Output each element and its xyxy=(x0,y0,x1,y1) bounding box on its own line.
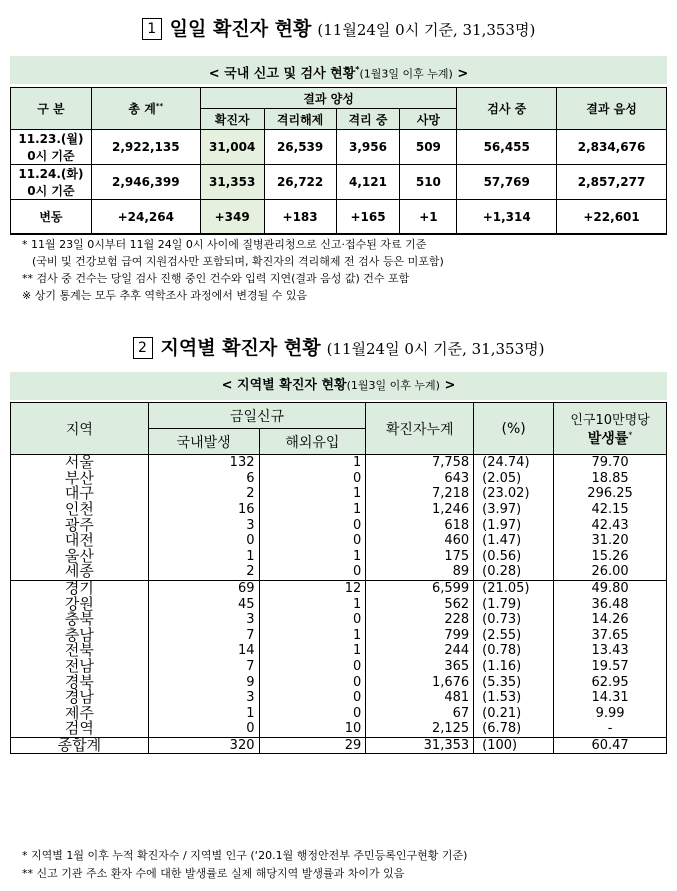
overseas-cell: 0 xyxy=(259,533,366,549)
section1-title xyxy=(0,14,677,41)
pct-cell: (24.74) xyxy=(474,455,554,471)
rate-cell: 42.15 xyxy=(554,502,667,518)
domestic-cell: 0 xyxy=(148,721,259,737)
rate-cell: 42.43 xyxy=(554,517,667,533)
header-pct: (%) xyxy=(474,403,554,455)
section1-banner xyxy=(10,56,667,84)
cell-released: 26,722 xyxy=(264,165,336,200)
cumulative-cell: 481 xyxy=(366,690,474,706)
domestic-cell: 1 xyxy=(148,706,259,722)
test-status-table xyxy=(10,87,667,235)
pct-cell: (5.35) xyxy=(474,674,554,690)
rate-cell: 14.31 xyxy=(554,690,667,706)
note-line: ** 신고 기관 주소 환자 수에 대한 발생률로 실제 해당지역 발생률과 차이가 있음 xyxy=(22,867,405,880)
cumulative-cell: 799 xyxy=(366,628,474,644)
overseas-cell: 1 xyxy=(259,628,366,644)
domestic-cell: 7 xyxy=(148,659,259,675)
table-row xyxy=(11,659,667,675)
header-overseas: 해외유입 xyxy=(259,429,366,455)
banner-text: < 지역별 확진자 현황 xyxy=(221,378,347,393)
header-region: 지역 xyxy=(11,403,149,455)
section-number-box: 1 xyxy=(142,18,162,40)
header-positive: 결과 양성 xyxy=(200,88,457,109)
note-line: ※ 상기 통계는 모두 추후 역학조사 과정에서 변경될 수 있음 xyxy=(22,289,308,302)
header-today: 금일신규 xyxy=(148,403,366,429)
row-label: 11.23.(월) 0시 기준 xyxy=(11,130,92,165)
pct-cell: (6.78) xyxy=(474,721,554,737)
pct-cell: (21.05) xyxy=(474,580,554,596)
pct-cell: (1.47) xyxy=(474,533,554,549)
cumulative-cell: 31,353 xyxy=(366,737,474,754)
cell-isolated: 4,121 xyxy=(336,165,400,200)
domestic-cell: 132 xyxy=(148,455,259,471)
domestic-cell: 69 xyxy=(148,580,259,596)
pct-cell: (1.53) xyxy=(474,690,554,706)
cell-confirmed: +349 xyxy=(200,200,264,235)
banner-star: * xyxy=(355,65,360,74)
cell-total: +24,264 xyxy=(91,200,200,235)
table-row xyxy=(11,533,667,549)
table-row xyxy=(11,737,667,754)
banner-end: > xyxy=(452,66,469,82)
section-number-box: 2 xyxy=(133,337,153,359)
table-row xyxy=(11,130,667,165)
pct-cell: (0.28) xyxy=(474,564,554,580)
cumulative-cell: 175 xyxy=(366,549,474,565)
table-row xyxy=(11,596,667,612)
overseas-cell: 0 xyxy=(259,674,366,690)
domestic-cell: 3 xyxy=(148,612,259,628)
rate-cell: 31.20 xyxy=(554,533,667,549)
section1-notes xyxy=(22,236,444,304)
cell-confirmed: 31,004 xyxy=(200,130,264,165)
domestic-cell: 14 xyxy=(148,643,259,659)
rate-cell: 26.00 xyxy=(554,564,667,580)
table-row xyxy=(11,580,667,596)
section2-notes xyxy=(22,847,467,883)
region-cell: 세종 xyxy=(11,564,149,580)
region-cell: 종합계 xyxy=(11,737,149,754)
table-row xyxy=(11,721,667,737)
rate-cell: 62.95 xyxy=(554,674,667,690)
pct-cell: (1.97) xyxy=(474,517,554,533)
regional-table xyxy=(10,402,667,754)
domestic-cell: 0 xyxy=(148,533,259,549)
cell-released: 26,539 xyxy=(264,130,336,165)
region-cell: 울산 xyxy=(11,549,149,565)
cell-testing: 57,769 xyxy=(457,165,557,200)
region-cell: 인천 xyxy=(11,502,149,518)
cumulative-cell: 365 xyxy=(366,659,474,675)
cell-total: 2,922,135 xyxy=(91,130,200,165)
region-cell: 강원 xyxy=(11,596,149,612)
cumulative-cell: 6,599 xyxy=(366,580,474,596)
domestic-cell: 3 xyxy=(148,690,259,706)
cumulative-cell: 67 xyxy=(366,706,474,722)
domestic-cell: 2 xyxy=(148,486,259,502)
banner-end: > xyxy=(439,378,456,393)
domestic-cell: 320 xyxy=(148,737,259,754)
section2-banner xyxy=(10,372,667,400)
header-total: 총 계** xyxy=(91,88,200,130)
row-label: 변동 xyxy=(11,200,92,235)
note-line: ** 검사 중 건수는 당일 검사 진행 중인 건수와 입력 지연(결과 음성 값) 건수 포함 xyxy=(22,272,410,285)
region-cell: 제주 xyxy=(11,706,149,722)
cumulative-cell: 1,676 xyxy=(366,674,474,690)
header-deaths: 사망 xyxy=(400,109,457,130)
pct-cell: (100) xyxy=(474,737,554,754)
cumulative-cell: 7,218 xyxy=(366,486,474,502)
banner-text: < 국내 신고 및 검사 현황 xyxy=(208,66,356,82)
banner-note: (1월3일 이후 누계) xyxy=(359,67,453,81)
overseas-cell: 0 xyxy=(259,517,366,533)
cell-deaths: 509 xyxy=(400,130,457,165)
overseas-cell: 1 xyxy=(259,549,366,565)
region-cell: 광주 xyxy=(11,517,149,533)
note-line: (국비 및 건강보험 급여 지원검사만 포함되며, 확진자의 격리해제 전 검사 등은 미포함) xyxy=(32,255,444,268)
rate-cell: 60.47 xyxy=(554,737,667,754)
table-row xyxy=(11,486,667,502)
cell-deaths: 510 xyxy=(400,165,457,200)
region-cell: 전남 xyxy=(11,659,149,675)
header-domestic: 국내발생 xyxy=(148,429,259,455)
rate-cell: 18.85 xyxy=(554,471,667,487)
domestic-cell: 16 xyxy=(148,502,259,518)
domestic-cell: 45 xyxy=(148,596,259,612)
cell-testing: 56,455 xyxy=(457,130,557,165)
overseas-cell: 0 xyxy=(259,690,366,706)
region-cell: 검역 xyxy=(11,721,149,737)
cumulative-cell: 460 xyxy=(366,533,474,549)
header-rate: 인구10만명당 발생률* xyxy=(554,403,667,455)
overseas-cell: 0 xyxy=(259,706,366,722)
section1-subtitle: (11월24일 0시 기준, 31,353명) xyxy=(317,21,536,39)
note-line: * 지역별 1월 이후 누적 확진자수 / 지역별 인구 (‘20.1월 행정안전부 주민등록인구현황 기준) xyxy=(22,849,468,862)
pct-cell: (2.55) xyxy=(474,628,554,644)
table-row xyxy=(11,612,667,628)
rate-cell: 49.80 xyxy=(554,580,667,596)
domestic-cell: 6 xyxy=(148,471,259,487)
overseas-cell: 1 xyxy=(259,643,366,659)
rate-cell: - xyxy=(554,721,667,737)
banner-note: (1월3일 이후 누계) xyxy=(346,379,440,392)
table-row xyxy=(11,706,667,722)
cumulative-cell: 228 xyxy=(366,612,474,628)
overseas-cell: 10 xyxy=(259,721,366,737)
region-cell: 경남 xyxy=(11,690,149,706)
section2-title xyxy=(0,333,677,360)
section1-heading: 일일 확진자 현황 xyxy=(169,18,312,40)
rate-cell: 36.48 xyxy=(554,596,667,612)
header-confirmed: 확진자 xyxy=(200,109,264,130)
table-row xyxy=(11,674,667,690)
rate-cell: 79.70 xyxy=(554,455,667,471)
overseas-cell: 0 xyxy=(259,612,366,628)
overseas-cell: 0 xyxy=(259,564,366,580)
table-row xyxy=(11,502,667,518)
overseas-cell: 1 xyxy=(259,455,366,471)
region-cell: 충북 xyxy=(11,612,149,628)
cell-confirmed: 31,353 xyxy=(200,165,264,200)
region-cell: 서울 xyxy=(11,455,149,471)
table-row xyxy=(11,549,667,565)
header-released: 격리해제 xyxy=(264,109,336,130)
pct-cell: (23.02) xyxy=(474,486,554,502)
cumulative-cell: 244 xyxy=(366,643,474,659)
region-cell: 부산 xyxy=(11,471,149,487)
cell-isolated: 3,956 xyxy=(336,130,400,165)
table-row xyxy=(11,455,667,471)
cumulative-cell: 1,246 xyxy=(366,502,474,518)
domestic-cell: 1 xyxy=(148,549,259,565)
cumulative-cell: 643 xyxy=(366,471,474,487)
cell-testing: +1,314 xyxy=(457,200,557,235)
cumulative-cell: 2,125 xyxy=(366,721,474,737)
table-row xyxy=(11,643,667,659)
table-row xyxy=(11,564,667,580)
rate-cell: 296.25 xyxy=(554,486,667,502)
row-label: 11.24.(화) 0시 기준 xyxy=(11,165,92,200)
header-testing: 검사 중 xyxy=(457,88,557,130)
cumulative-cell: 7,758 xyxy=(366,455,474,471)
cell-total: 2,946,399 xyxy=(91,165,200,200)
cell-released: +183 xyxy=(264,200,336,235)
pct-cell: (0.21) xyxy=(474,706,554,722)
overseas-cell: 1 xyxy=(259,486,366,502)
pct-cell: (0.78) xyxy=(474,643,554,659)
cumulative-cell: 562 xyxy=(366,596,474,612)
cell-deaths: +1 xyxy=(400,200,457,235)
rate-cell: 9.99 xyxy=(554,706,667,722)
rate-cell: 19.57 xyxy=(554,659,667,675)
overseas-cell: 0 xyxy=(259,471,366,487)
header-negative: 결과 음성 xyxy=(557,88,667,130)
header-isolated: 격리 중 xyxy=(336,109,400,130)
table-row xyxy=(11,628,667,644)
cumulative-cell: 89 xyxy=(366,564,474,580)
region-cell: 대구 xyxy=(11,486,149,502)
table-row xyxy=(11,200,667,235)
table-row xyxy=(11,471,667,487)
pct-cell: (3.97) xyxy=(474,502,554,518)
domestic-cell: 3 xyxy=(148,517,259,533)
cumulative-cell: 618 xyxy=(366,517,474,533)
overseas-cell: 12 xyxy=(259,580,366,596)
header-cumulative: 확진자누계 xyxy=(366,403,474,455)
table-row xyxy=(11,517,667,533)
pct-cell: (1.16) xyxy=(474,659,554,675)
header-category: 구 분 xyxy=(11,88,92,130)
rate-cell: 14.26 xyxy=(554,612,667,628)
table-row xyxy=(11,690,667,706)
region-cell: 경기 xyxy=(11,580,149,596)
cell-negative: +22,601 xyxy=(557,200,667,235)
cell-negative: 2,834,676 xyxy=(557,130,667,165)
pct-cell: (0.73) xyxy=(474,612,554,628)
region-cell: 전북 xyxy=(11,643,149,659)
region-cell: 충남 xyxy=(11,628,149,644)
pct-cell: (2.05) xyxy=(474,471,554,487)
domestic-cell: 2 xyxy=(148,564,259,580)
note-line: * 11월 23일 0시부터 11월 24일 0시 사이에 질병관리청으로 신고·접수된 자료 기준 xyxy=(22,238,427,251)
overseas-cell: 1 xyxy=(259,502,366,518)
region-cell: 대전 xyxy=(11,533,149,549)
cell-isolated: +165 xyxy=(336,200,400,235)
section2-heading: 지역별 확진자 현황 xyxy=(160,337,321,359)
domestic-cell: 9 xyxy=(148,674,259,690)
domestic-cell: 7 xyxy=(148,628,259,644)
table-row xyxy=(11,165,667,200)
rate-cell: 37.65 xyxy=(554,628,667,644)
cell-negative: 2,857,277 xyxy=(557,165,667,200)
overseas-cell: 1 xyxy=(259,596,366,612)
region-cell: 경북 xyxy=(11,674,149,690)
rate-cell: 13.43 xyxy=(554,643,667,659)
overseas-cell: 29 xyxy=(259,737,366,754)
rate-cell: 15.26 xyxy=(554,549,667,565)
overseas-cell: 0 xyxy=(259,659,366,675)
section2-subtitle: (11월24일 0시 기준, 31,353명) xyxy=(326,340,545,358)
pct-cell: (1.79) xyxy=(474,596,554,612)
pct-cell: (0.56) xyxy=(474,549,554,565)
